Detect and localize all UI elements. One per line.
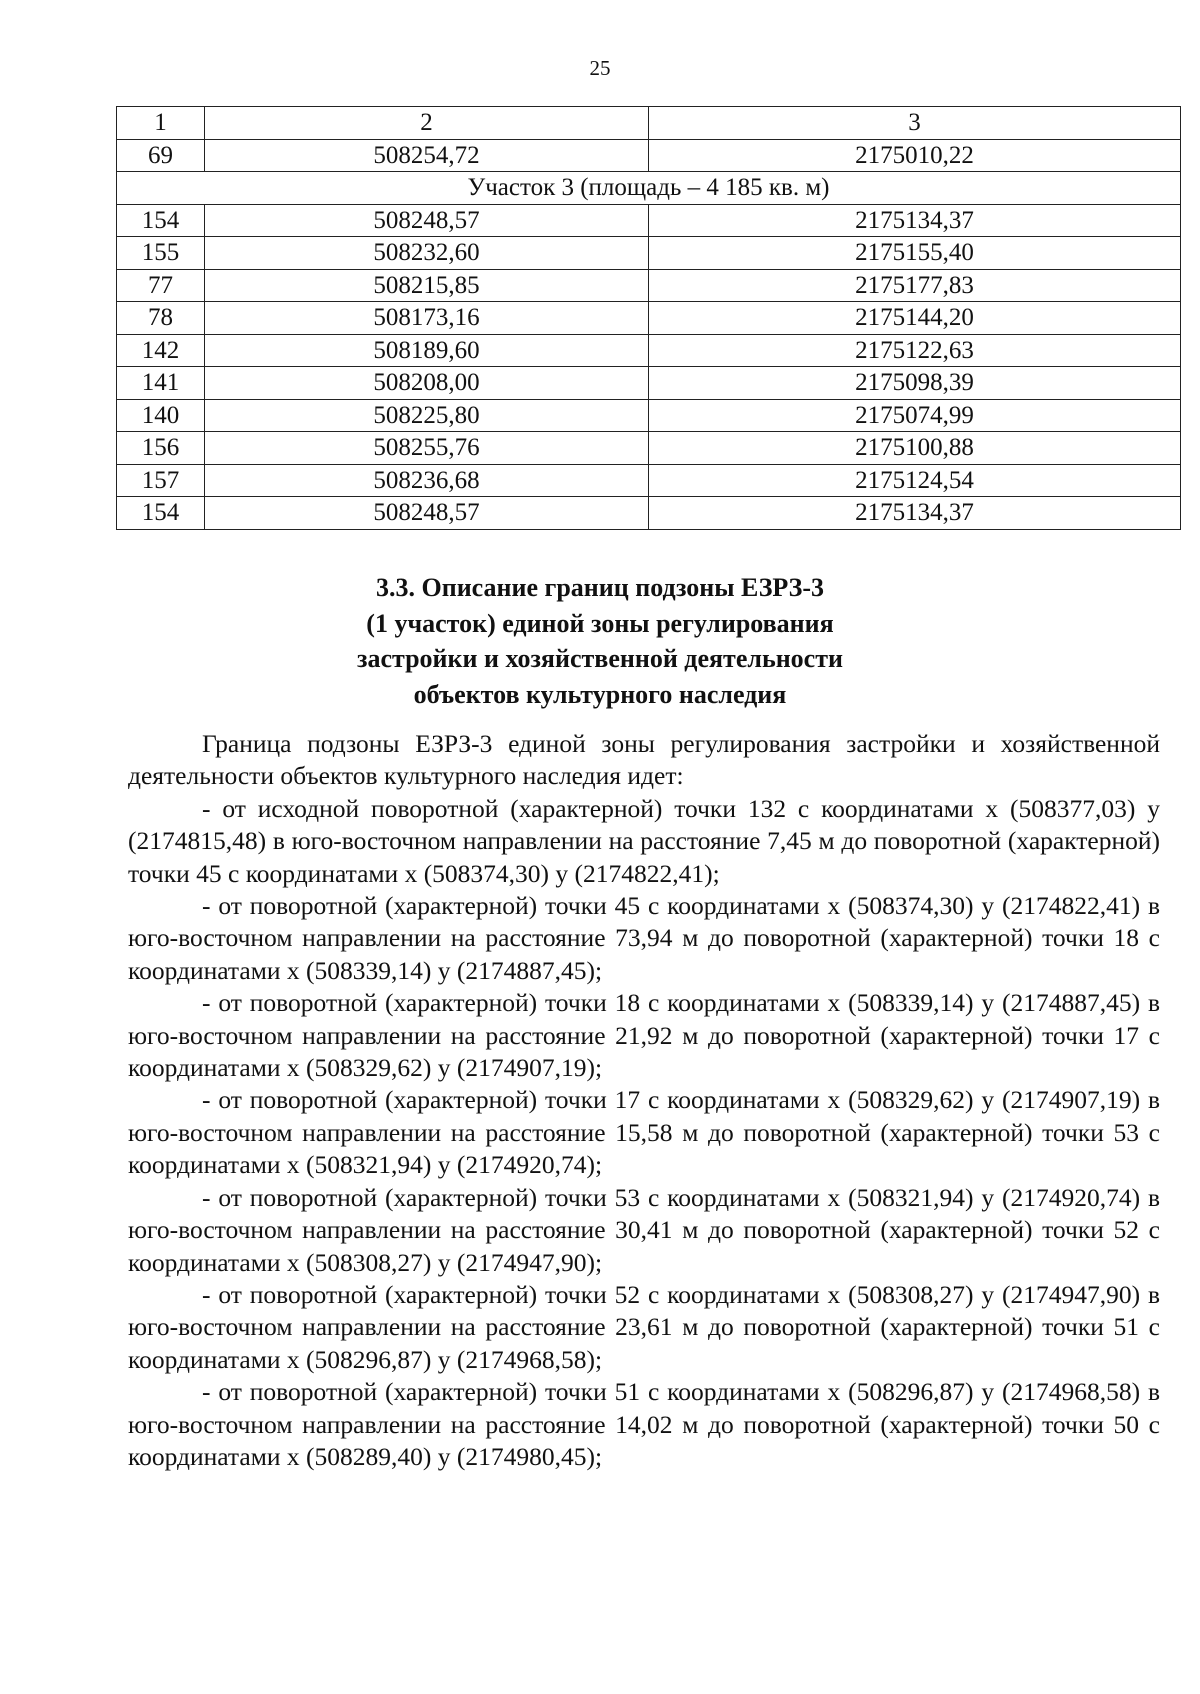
boundary-segment-item: - от поворотной (характерной) точки 45 с координатами х (508374,30) у (2174822,41) в юго-восточном направлении на расстояние 73,94 м до поворотной (характерной) точки 18 с координатами х (508339,14) у (2174887,45); bbox=[128, 891, 1160, 985]
point-number: 141 bbox=[117, 367, 205, 400]
x-coordinate: 508225,80 bbox=[205, 399, 649, 432]
table-row bbox=[117, 367, 1181, 400]
table-row bbox=[117, 399, 1181, 432]
y-coordinate: 2175010,22 bbox=[649, 139, 1181, 172]
coordinates-table bbox=[116, 106, 1181, 530]
table-row bbox=[117, 432, 1181, 465]
heading-line: застройки и хозяйственной деятельности bbox=[357, 644, 843, 673]
boundary-description bbox=[128, 728, 1160, 1473]
point-number: 69 bbox=[117, 139, 205, 172]
x-coordinate: 508236,68 bbox=[205, 464, 649, 497]
table-row bbox=[117, 269, 1181, 302]
boundary-segment-item: - от поворотной (характерной) точки 18 с координатами х (508339,14) у (2174887,45) в юго-восточном направлении на расстояние 21,92 м до поворотной (характерной) точки 17 с координатами х (508329,62) у (2174907,19); bbox=[128, 988, 1160, 1083]
point-number: 154 bbox=[117, 497, 205, 530]
table-row bbox=[117, 204, 1181, 237]
point-number: 157 bbox=[117, 464, 205, 497]
x-coordinate: 508215,85 bbox=[205, 269, 649, 302]
intro-paragraph: Граница подзоны ЕЗРЗ-3 единой зоны регулирования застройки и хозяйственной деятельности объектов культурного наследия идет: bbox=[128, 729, 1160, 791]
y-coordinate: 2175177,83 bbox=[649, 269, 1181, 302]
y-coordinate: 2175122,63 bbox=[649, 334, 1181, 367]
table-row bbox=[117, 464, 1181, 497]
x-coordinate: 508248,57 bbox=[205, 204, 649, 237]
heading-line: объектов культурного наследия bbox=[413, 679, 787, 709]
boundary-segment-item: - от поворотной (характерной) точки 17 с координатами х (508329,62) у (2174907,19) в юго-восточном направлении на расстояние 15,58 м до поворотной (характерной) точки 53 с координатами х (508321,94) у (2174920,74); bbox=[128, 1085, 1160, 1180]
boundary-segment-item: - от поворотной (характерной) точки 51 с координатами х (508296,87) у (2174968,58) в юго-восточном направлении на расстояние 14,02 м до поворотной (характерной) точки 50 с координатами х (508289,40) у (2174980,45); bbox=[128, 1377, 1160, 1471]
x-coordinate: 508189,60 bbox=[205, 334, 649, 367]
y-coordinate: 2175124,54 bbox=[649, 464, 1181, 497]
column-header-2: 2 bbox=[205, 107, 649, 140]
section-heading bbox=[0, 570, 1200, 712]
column-header-1: 1 bbox=[117, 107, 205, 140]
column-header-3: 3 bbox=[649, 107, 1181, 140]
x-coordinate: 508173,16 bbox=[205, 302, 649, 335]
table-row bbox=[117, 302, 1181, 335]
y-coordinate: 2175134,37 bbox=[649, 204, 1181, 237]
point-number: 155 bbox=[117, 237, 205, 270]
x-coordinate: 508208,00 bbox=[205, 367, 649, 400]
heading-line: 3.3. Описание границ подзоны ЕЗРЗ-3 bbox=[376, 573, 824, 602]
point-number: 77 bbox=[117, 269, 205, 302]
x-coordinate: 508254,72 bbox=[205, 139, 649, 172]
boundary-segment-item: - от исходной поворотной (характерной) точки 132 с координатами х (508377,03) у (2174815,48) в юго-восточном направлении на расстояние 7,45 м до поворотной (характерной) точки 45 с координатами х (508374,30) у (2174822,41); bbox=[128, 793, 1160, 888]
heading-line: (1 участок) единой зоны регулирования bbox=[366, 608, 834, 638]
x-coordinate: 508248,57 bbox=[205, 497, 649, 530]
point-number: 156 bbox=[117, 432, 205, 465]
boundary-segment-item: - от поворотной (характерной) точки 53 с координатами х (508321,94) у (2174920,74) в юго-восточном направлении на расстояние 30,41 м до поворотной (характерной) точки 52 с координатами х (508308,27) у (2174947,90); bbox=[128, 1182, 1160, 1277]
y-coordinate: 2175100,88 bbox=[649, 432, 1181, 465]
y-coordinate: 2175144,20 bbox=[649, 302, 1181, 335]
table-row bbox=[117, 497, 1181, 530]
point-number: 140 bbox=[117, 399, 205, 432]
point-number: 154 bbox=[117, 204, 205, 237]
y-coordinate: 2175134,37 bbox=[649, 497, 1181, 530]
table-row bbox=[117, 237, 1181, 270]
y-coordinate: 2175098,39 bbox=[649, 367, 1181, 400]
section-row bbox=[117, 172, 1181, 205]
page-number: 25 bbox=[589, 56, 611, 80]
x-coordinate: 508232,60 bbox=[205, 237, 649, 270]
y-coordinate: 2175074,99 bbox=[649, 399, 1181, 432]
section-label: Участок 3 (площадь – 4 185 кв. м) bbox=[117, 172, 1181, 205]
table-row bbox=[117, 334, 1181, 367]
boundary-segment-item: - от поворотной (характерной) точки 52 с координатами х (508308,27) у (2174947,90) в юго-восточном направлении на расстояние 23,61 м до поворотной (характерной) точки 51 с координатами х (508296,87) у (2174968,58); bbox=[128, 1279, 1160, 1374]
point-number: 142 bbox=[117, 334, 205, 367]
table-row bbox=[117, 139, 1181, 172]
x-coordinate: 508255,76 bbox=[205, 432, 649, 465]
point-number: 78 bbox=[117, 302, 205, 335]
table-header-row bbox=[117, 107, 1181, 140]
y-coordinate: 2175155,40 bbox=[649, 237, 1181, 270]
